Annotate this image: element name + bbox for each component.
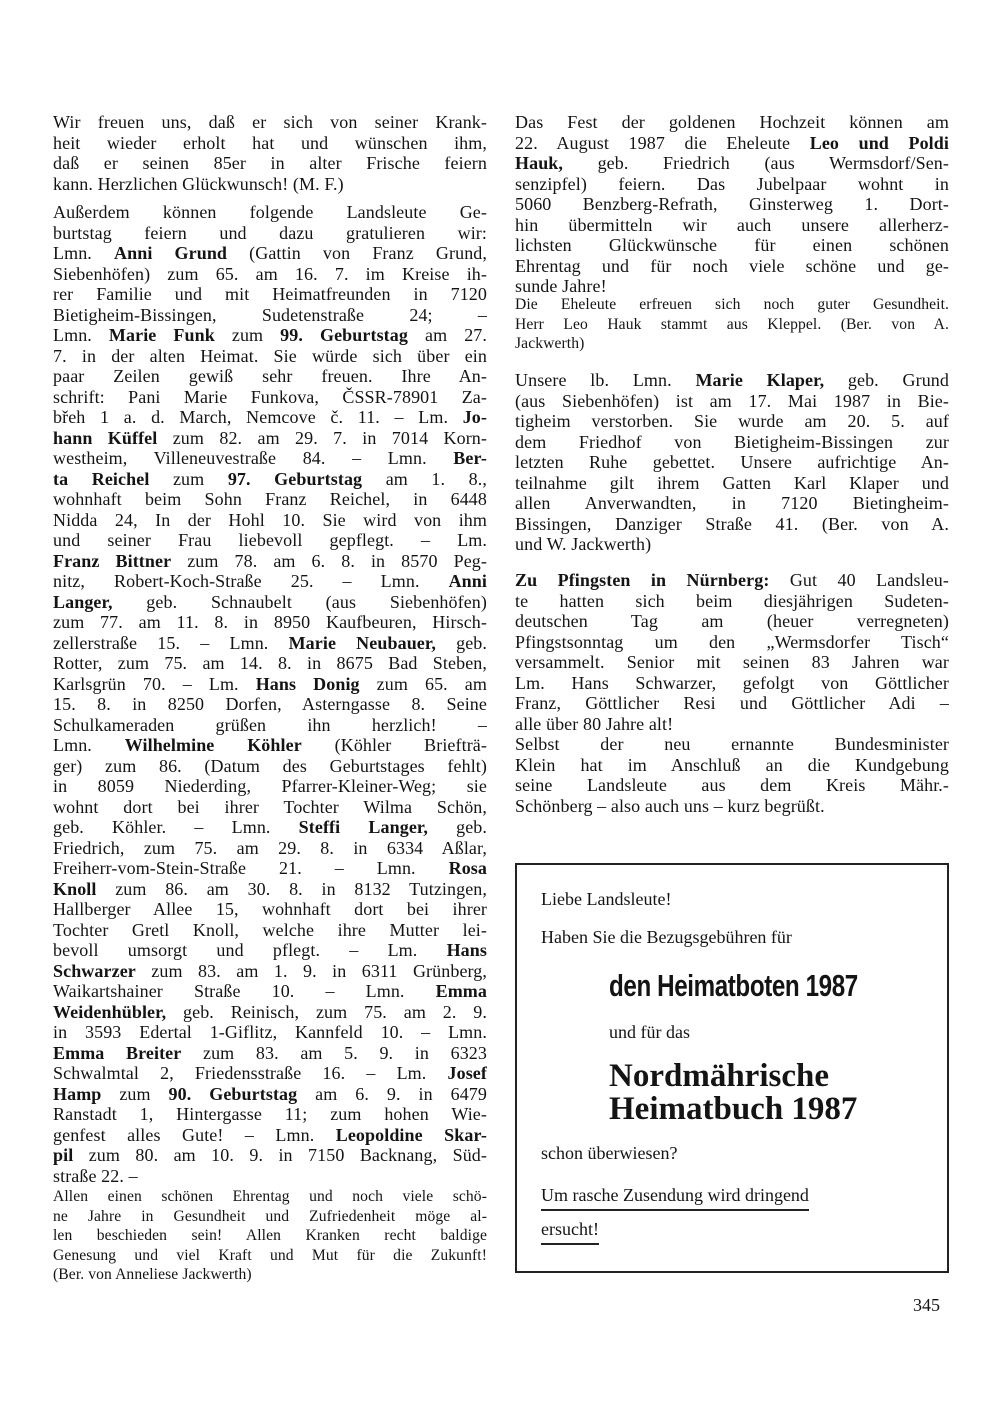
text-line <box>53 776 487 797</box>
box-item-heimatbuch-line1: Nordmährische <box>609 1058 829 1094</box>
text-line <box>53 510 487 531</box>
text-segment: allen Anverwandten, in 7120 Bietingheim- <box>515 493 949 513</box>
text-line <box>53 325 487 346</box>
text-line <box>515 174 949 195</box>
bold-name: Rosa <box>448 858 487 878</box>
text-segment: Friedrich, zum 75. am 29. 8. in 6334 Aßlar, <box>53 837 487 858</box>
text-segment: paar Zeilen gewiß sehr freuen. Ihre An- <box>53 366 487 386</box>
text-line <box>515 755 949 776</box>
text-segment: geb. Schnaubelt (aus Siebenhöfen) <box>112 591 487 612</box>
text-line <box>53 1084 487 1105</box>
text-segment: Herr Leo Hauk stammt aus Kleppel. (Ber. von A. <box>515 315 949 333</box>
text-segment: geb. Grund <box>824 370 949 390</box>
text-segment: Selbst der neu ernannte Bundesminister <box>515 734 949 754</box>
text-segment: hin übermitteln wir auch unsere allerherz- <box>515 214 949 235</box>
text-segment: und W. Jackwerth) <box>515 534 652 554</box>
text-line <box>515 652 949 673</box>
text-line <box>53 551 487 572</box>
text-segment: daß er seinen 85er in alter Frische feiern <box>53 153 487 173</box>
bold-name: Marie Klaper, <box>695 370 825 390</box>
box-connector: und für das <box>609 1022 690 1042</box>
text-line <box>53 407 487 428</box>
text-line <box>53 612 487 633</box>
text-segment: (Ber. von Anneliese Jackwerth) <box>53 1266 252 1283</box>
bold-name: Leopoldine Skar- <box>335 1124 487 1145</box>
text-segment: geb. Reinisch, zum 75. am 2. 9. <box>166 1001 487 1022</box>
text-line <box>53 653 487 674</box>
text-segment: (Köhler Briefträ- <box>301 735 487 755</box>
text-line <box>53 153 487 174</box>
text-line <box>53 174 487 195</box>
text-segment: Schönberg – also auch uns – kurz begrüßt. <box>515 795 825 816</box>
text-segment: Ehrentag und für noch viele schöne und ge- <box>515 255 949 276</box>
text-line <box>53 469 487 490</box>
paragraph <box>53 202 487 1186</box>
text-segment: sunde Jahre! <box>515 276 607 296</box>
bold-name: Anni Grund <box>114 243 228 263</box>
text-segment: len beschieden sein! Allen Kranken recht baldige <box>53 1227 487 1244</box>
text-line <box>515 391 949 412</box>
text-line <box>53 1002 487 1023</box>
text-segment: heit wieder erholt hat und wünschen ihm, <box>53 132 487 153</box>
text-segment: dem Friedhof von Bietigheim-Bissingen zur <box>515 431 949 452</box>
text-line <box>53 489 487 510</box>
text-line <box>515 570 949 591</box>
text-line <box>515 591 949 612</box>
box-request-line2: ersucht! <box>541 1219 599 1245</box>
text-line <box>53 1246 487 1266</box>
text-segment: Allen einen schönen Ehrentag und noch viele schö- <box>53 1188 487 1205</box>
text-segment: Karlsgrün 70. – Lm. <box>53 673 256 694</box>
text-segment: Lm. Hans Schwarzer, gefolgt von Göttlicher <box>515 672 949 693</box>
text-segment: břeh 1 a. d. March, Nemcove č. 11. – Lm. <box>53 407 463 427</box>
text-line <box>515 411 949 432</box>
text-line <box>53 1265 487 1285</box>
text-segment: Die Eheleute erfreuen sich noch guter Gesundheit. <box>515 296 949 313</box>
text-line <box>515 256 949 277</box>
bold-name: Anni <box>448 571 487 591</box>
text-line <box>515 493 949 514</box>
text-segment: geb. Friedrich (aus Wermsdorf/Sen- <box>563 153 949 173</box>
text-line <box>515 775 949 796</box>
text-line <box>53 633 487 654</box>
text-segment: lichsten Glückwünsche für einen schönen <box>515 235 949 255</box>
text-segment: zum 82. am 29. 7. in 7014 Korn- <box>157 427 488 448</box>
text-line <box>53 202 487 223</box>
bold-name: Knoll <box>53 878 97 899</box>
text-segment: senzipfel) feiern. Das Jubelpaar wohnt in <box>515 173 949 194</box>
text-segment: te hatten sich beim diesjährigen Sudeten- <box>515 590 949 611</box>
text-line <box>53 387 487 408</box>
bold-name: Emma <box>435 981 487 1001</box>
text-segment: 5060 Benzberg-Refrath, Ginsterweg 1. Dort- <box>515 194 949 214</box>
text-segment: straße 22. – <box>53 1165 138 1186</box>
text-segment: zum 86. am 30. 8. in 8132 Tutzingen, <box>96 878 487 899</box>
text-segment: Schulkameraden grüßen ihn herzlich! – <box>53 714 487 735</box>
text-segment: Schwalmtal 2, Friedensstraße 16. – Lm. <box>53 1063 448 1083</box>
text-line <box>515 194 949 215</box>
text-segment: Wir freuen uns, daß er sich von seiner Krank- <box>53 112 487 132</box>
text-segment: Unsere lb. Lmn. <box>515 370 696 390</box>
text-line <box>515 673 949 694</box>
bold-name: Leo und Poldi <box>809 132 949 153</box>
text-segment: Lmn. <box>53 735 125 755</box>
text-line <box>53 715 487 736</box>
text-line <box>53 264 487 285</box>
text-segment: genfest alles Gute! – Lmn. <box>53 1124 336 1145</box>
bold-name: 97. Geburtstag <box>227 468 363 489</box>
text-line <box>515 452 949 473</box>
text-line <box>53 1043 487 1064</box>
bold-name: Wilhelmine Köhler <box>124 735 302 755</box>
paragraph <box>53 1187 487 1285</box>
text-line <box>53 797 487 818</box>
text-segment: Jackwerth) <box>515 335 585 352</box>
text-line <box>515 315 949 335</box>
paragraph <box>53 112 487 194</box>
text-segment: wohnhaft beim Sohn Franz Reichel, in 6448 <box>53 489 487 509</box>
text-segment: zum 83. am 1. 9. in 6311 Grünberg, <box>135 960 487 981</box>
text-segment: 7. in der alten Heimat. Sie würde sich über ein <box>53 345 487 366</box>
text-line <box>53 1226 487 1246</box>
text-segment: zellerstraße 15. – Lmn. <box>53 632 289 653</box>
text-line <box>53 1145 487 1166</box>
text-segment: Klein hat im Anschluß an die Kundgebung <box>515 754 949 775</box>
bold-name: 90. Geburtstag <box>168 1083 298 1104</box>
text-line <box>53 674 487 695</box>
text-line <box>53 1187 487 1207</box>
bold-name: ta Reichel <box>53 468 150 489</box>
text-line <box>53 1166 487 1187</box>
text-segment: in 3593 Edertal 1-Giflitz, Kannfeld 10. – Lmn. <box>53 1022 487 1042</box>
text-line <box>53 223 487 244</box>
text-segment: zum <box>149 468 228 489</box>
text-segment: in 8059 Niederding, Pfarrer-Kleiner-Weg; sie <box>53 776 487 796</box>
text-segment: letzten Ruhe gebettet. Unsere aufrichtige An- <box>515 452 949 472</box>
bold-name: Steffi Langer, <box>298 817 428 837</box>
bold-name: Hans Donig <box>255 673 360 694</box>
text-line <box>53 243 487 264</box>
box-request-line1: Um rasche Zusendung wird dringend <box>541 1185 809 1211</box>
text-line <box>53 899 487 920</box>
text-line <box>515 295 949 315</box>
text-line <box>53 1063 487 1084</box>
text-segment: zum 78. am 6. 8. in 8570 Peg- <box>171 550 487 571</box>
page-number: 345 <box>913 1295 940 1315</box>
text-segment: zum 65. am <box>359 673 487 694</box>
text-segment: burtstag feiern und dazu gratulieren wir: <box>53 222 487 243</box>
text-segment: zum 83. am 5. 9. in 6323 <box>181 1042 488 1063</box>
text-segment: alle über 80 Jahre alt! <box>515 713 674 734</box>
text-segment: Waikartshainer Straße 10. – Lmn. <box>53 981 436 1001</box>
text-segment: Franz, Göttlicher Resi und Göttlicher Adi – <box>515 693 949 713</box>
text-line <box>53 756 487 777</box>
text-segment: geb. <box>427 817 487 837</box>
text-line <box>53 1104 487 1125</box>
text-line <box>515 153 949 174</box>
text-segment: nitz, Robert-Koch-Straße 25. – Lmn. <box>53 571 449 591</box>
bold-name: Josef <box>447 1063 487 1083</box>
text-segment: Außerdem können folgende Landsleute Ge- <box>53 202 487 222</box>
text-line <box>53 530 487 551</box>
text-line <box>53 448 487 469</box>
payment-reminder-box <box>515 863 949 1273</box>
text-segment: ger) zum 86. (Datum des Geburtstages fehlt) <box>53 755 487 776</box>
text-segment: Bietigheim-Bissingen, Sudetenstraße 24; – <box>53 304 487 325</box>
text-segment: wohnt dort bei ihrer Tochter Wilma Schön, <box>53 796 487 817</box>
text-line <box>53 961 487 982</box>
text-line <box>53 817 487 838</box>
text-line <box>53 571 487 592</box>
text-segment: Das Fest der goldenen Hochzeit können am <box>515 112 949 132</box>
text-segment: zum 80. am 10. 9. in 7150 Backnang, Süd- <box>73 1145 487 1165</box>
text-line <box>515 370 949 391</box>
text-segment: geb. <box>435 632 487 653</box>
text-segment: am 6. 9. in 6479 <box>297 1083 487 1104</box>
text-line <box>53 940 487 961</box>
text-segment: versammelt. Senior mit seinen 83 Jahren war <box>515 652 949 672</box>
paragraph <box>515 295 949 354</box>
text-line <box>515 514 949 535</box>
box-greeting: Liebe Landsleute! <box>541 889 672 909</box>
text-line <box>515 534 949 555</box>
bold-name: Weidenhübler, <box>53 1001 167 1022</box>
text-segment: teilnahme gilt ihrem Gatten Karl Klaper und <box>515 472 949 493</box>
text-line <box>53 1125 487 1146</box>
text-line <box>515 235 949 256</box>
bold-name: Franz Bittner <box>53 550 172 571</box>
text-segment: Rotter, zum 75. am 14. 8. in 8675 Bad Steben, <box>53 653 487 673</box>
bold-name: Hans <box>446 940 487 960</box>
bold-name: Emma Breiter <box>53 1042 182 1063</box>
text-line <box>53 838 487 859</box>
text-line <box>53 981 487 1002</box>
text-segment: schrift: Pani Marie Funkova, ČSSR-78901 Za- <box>53 386 487 407</box>
text-line <box>515 693 949 714</box>
bold-name: Schwarzer <box>53 960 136 981</box>
text-segment: geb. Köhler. – Lmn. <box>53 817 299 837</box>
text-line <box>53 694 487 715</box>
text-segment: zum <box>214 325 281 345</box>
text-line <box>53 858 487 879</box>
text-segment: zum 77. am 11. 8. in 8950 Kaufbeuren, Hirsch- <box>53 612 487 632</box>
text-line <box>53 284 487 305</box>
text-line <box>53 305 487 326</box>
bold-name: Jo- <box>462 407 487 427</box>
bold-name: Marie Neubauer, <box>288 632 436 653</box>
text-segment: und seiner Frau liebevoll gepflegt. – Lm. <box>53 530 487 550</box>
text-segment: Tochter Gretl Knoll, welche ihre Mutter lei- <box>53 919 487 940</box>
text-segment: seine Landsleute aus dem Kreis Mähr.- <box>515 775 949 795</box>
box-question-start: Haben Sie die Bezugsgebühren für <box>541 927 792 947</box>
box-question-end: schon überwiesen? <box>541 1143 678 1163</box>
text-line <box>53 879 487 900</box>
text-segment: deutschen Tag am (heuer verregneten) <box>515 611 949 631</box>
text-segment: 22. August 1987 die Eheleute <box>515 132 810 153</box>
text-line <box>515 334 949 354</box>
text-line <box>515 112 949 133</box>
text-line <box>515 276 949 297</box>
text-segment: Siebenhöfen) zum 65. am 16. 7. im Kreise ih- <box>53 263 487 284</box>
text-line <box>515 632 949 653</box>
text-line <box>515 734 949 755</box>
text-line <box>515 432 949 453</box>
text-segment: Pfingstsonntag um den „Wermsdorfer Tisch“ <box>515 631 949 652</box>
text-segment: westheim, Villeneuvestraße 84. – Lmn. <box>53 448 454 468</box>
text-segment: am 1. 8., <box>362 468 487 489</box>
bold-name: Zu Pfingsten in Nürnberg: <box>515 570 770 590</box>
bold-name: Hauk, <box>515 153 564 173</box>
text-line <box>515 796 949 817</box>
text-segment: Lmn. <box>53 243 114 263</box>
text-line <box>53 592 487 613</box>
text-line <box>515 611 949 632</box>
text-line <box>53 346 487 367</box>
text-segment: Bissingen, Danziger Straße 41. (Ber. von A. <box>515 513 949 534</box>
text-line <box>515 473 949 494</box>
text-segment: (aus Siebenhöfen) ist am 17. Mai 1987 in Bie- <box>515 390 949 411</box>
text-segment: rer Familie und mit Heimatfreunden in 7120 <box>53 284 487 304</box>
text-line <box>53 920 487 941</box>
text-segment: Genesung und viel Kraft und Mut für die Zukunft! <box>53 1246 487 1264</box>
text-segment: ne Jahre in Gesundheit und Zufriedenheit möge al- <box>53 1207 487 1225</box>
text-line <box>515 215 949 236</box>
text-line <box>53 1022 487 1043</box>
text-line <box>515 714 949 735</box>
text-segment: kann. Herzlichen Glückwunsch! (M. F.) <box>53 173 344 194</box>
box-item-heimatboten: den Heimatboten 1987 <box>609 968 858 1003</box>
paragraph <box>515 370 949 555</box>
bold-name: pil <box>53 1145 74 1165</box>
bold-name: hann Küffel <box>53 427 158 448</box>
bold-name: Hamp <box>53 1083 102 1104</box>
text-segment: Lmn. <box>53 325 109 345</box>
text-line <box>53 1207 487 1227</box>
text-line <box>53 735 487 756</box>
text-line <box>53 428 487 449</box>
bold-name: Marie Funk <box>108 325 215 345</box>
text-segment: (Gattin von Franz Grund, <box>227 243 487 263</box>
text-segment: am 27. <box>407 325 488 345</box>
text-segment: bevoll umsorgt und pflegt. – Lm. <box>53 940 447 960</box>
text-segment: 15. 8. in 8250 Dorfen, Asterngasse 8. Seine <box>53 694 487 714</box>
paragraph <box>515 112 949 297</box>
text-segment: Nidda 24, In der Hohl 10. Sie wird von ihm <box>53 509 487 530</box>
text-line <box>53 112 487 133</box>
text-line <box>53 366 487 387</box>
box-item-heimatbuch-line2: Heimatbuch 1987 <box>609 1091 858 1127</box>
text-segment: Freiherr-vom-Stein-Straße 21. – Lmn. <box>53 858 449 878</box>
paragraph <box>515 734 949 816</box>
text-segment: Ranstadt 1, Hintergasse 11; zum hohen Wie- <box>53 1104 487 1124</box>
text-line <box>53 133 487 154</box>
text-segment: zum <box>101 1083 169 1104</box>
bold-name: 99. Geburtstag <box>280 325 408 345</box>
text-segment: tigheim verstorben. Sie wurde am 20. 5. auf <box>515 411 949 431</box>
bold-name: Ber- <box>453 448 487 468</box>
text-line <box>515 133 949 154</box>
text-segment: Gut 40 Landsleu- <box>769 570 949 590</box>
bold-name: Langer, <box>53 591 113 612</box>
paragraph <box>515 570 949 734</box>
text-segment: Hallberger Allee 15, wohnhaft dort bei ihrer <box>53 899 487 919</box>
